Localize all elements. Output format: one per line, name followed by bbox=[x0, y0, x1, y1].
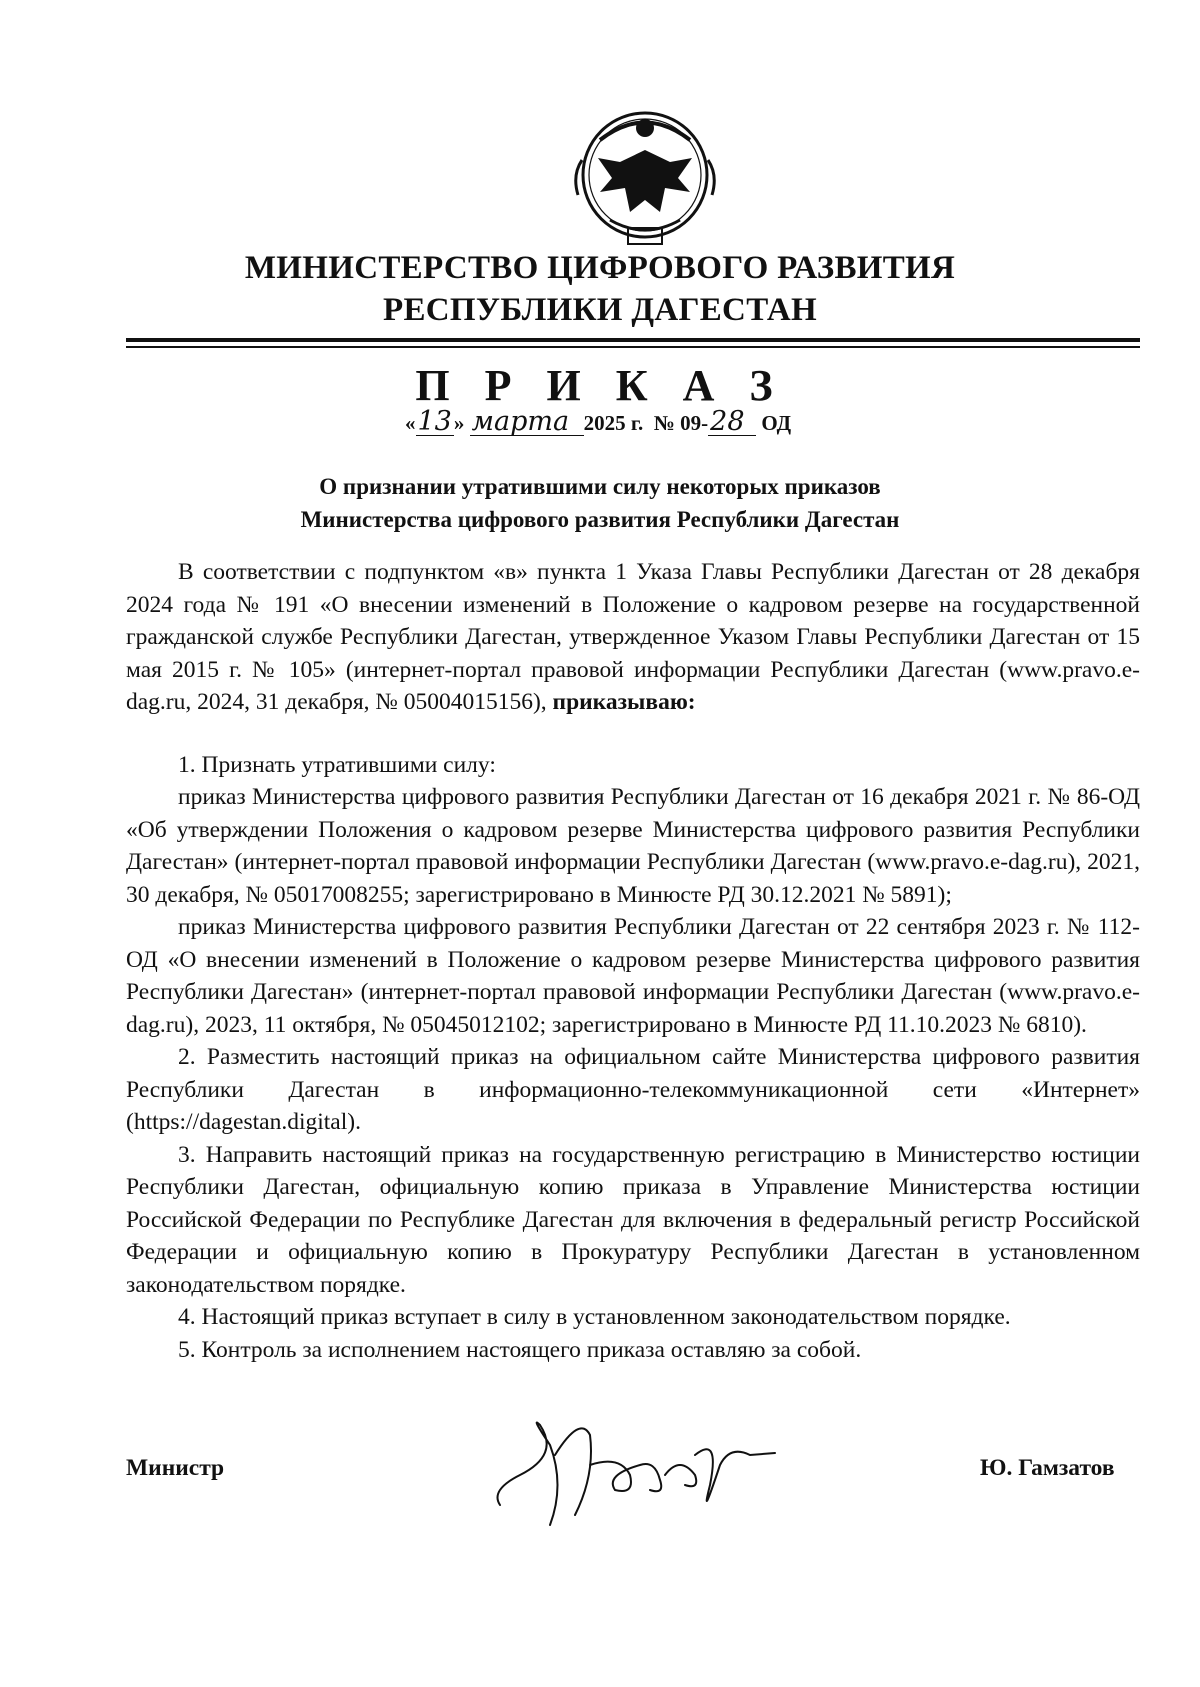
item-1a: приказ Министерства цифрового развития Республики Дагестан от 16 декабря 2021 г. № 86-ОД «Об утверждении Положения о кадровом резерве Министерства цифрового развития Республики Дагестан» (интернет-портал правовой информации Республики Дагестан (www.pravo.e-dag.ru), 2021, 30 декабря, № 05017008255; зарегистрировано в Минюсте РД 30.12.2021 № 5891); bbox=[126, 784, 1140, 908]
document-type-title: П Р И К А З bbox=[415, 361, 785, 410]
handwritten-signature-icon bbox=[480, 1395, 780, 1545]
signatory-title: Министр bbox=[126, 1455, 225, 1481]
order-number-prefix: № 09- bbox=[653, 411, 709, 435]
order-year: 2025 г. bbox=[583, 411, 644, 435]
order-month: марта bbox=[470, 408, 584, 436]
order-number-suffix: ОД bbox=[761, 411, 792, 435]
item-5: 5. Контроль за исполнением настоящего приказа оставляю за собой. bbox=[178, 1336, 862, 1363]
order-body bbox=[126, 556, 1140, 1366]
header-divider-thin bbox=[126, 346, 1140, 348]
item-1: 1. Признать утратившими силу: bbox=[178, 751, 496, 778]
item-4: 4. Настоящий приказ вступает в силу в установленном законодательством порядке. bbox=[178, 1304, 1011, 1330]
ministry-name-line1: МИНИСТЕРСТВО ЦИФРОВОГО РАЗВИТИЯ bbox=[244, 250, 956, 286]
subject-line1: О признании утратившими силу некоторых приказов bbox=[319, 474, 881, 499]
preamble-text: В соответствии с подпунктом «в» пункта 1 Указа Главы Республики Дагестан от 28 декабря 2024 года № 191 «О внесении изменений в Положение о кадровом резерве на государственной гражданской службе Республики Дагестан, утвержденное Указом Главы Республики Дагестан от 15 мая 2015 г. № 105» (интернет-портал правовой информации Республики Дагестан (www.pravo.e-dag.ru, 2024, 31 декабря, № 05004015156), bbox=[126, 559, 1140, 715]
item-2: 2. Разместить настоящий приказ на официальном сайте Министерства цифрового развития Республики Дагестан в информационно-телекоммуникационной сети «Интернет» (https://dagestan.digital). bbox=[126, 1044, 1140, 1135]
coat-of-arms-icon bbox=[570, 100, 720, 260]
header-divider-thick bbox=[126, 338, 1140, 342]
signatory-name: Ю. Гамзатов bbox=[980, 1455, 1115, 1481]
command-word: приказываю: bbox=[552, 689, 696, 715]
item-3: 3. Направить настоящий приказ на государственную регистрацию в Министерство юстиции Республики Дагестан, официальную копию приказа в Управление Министерства юстиции Российской Федерации по Республике Дагестан для включения в федеральный регистр Российской Федерации и официальную копию в Прокуратуру Республики Дагестан в установленном законодательством порядке. bbox=[126, 1141, 1140, 1298]
order-subject bbox=[0, 470, 1200, 536]
ministry-name-line2: РЕСПУБЛИКИ ДАГЕСТАН bbox=[383, 292, 817, 328]
date-quote-close: » bbox=[453, 411, 465, 435]
subject-line2: Министерства цифрового развития Республики Дагестан bbox=[300, 507, 900, 532]
preamble-paragraph bbox=[126, 556, 1140, 719]
order-day: 13 bbox=[417, 406, 452, 437]
item-1b: приказ Министерства цифрового развития Республики Дагестан от 22 сентября 2023 г. № 112-ОД «О внесении изменений в Положение о кадровом резерве Министерства цифрового развития Республики Дагестан» (интернет-портал правовой информации Республики Дагестан (www.pravo.e-dag.ru), 2023, 11 октября, № 05045012102; зарегистрировано в Минюсте РД 11.10.2023 № 6810). bbox=[126, 914, 1140, 1038]
order-date-number bbox=[405, 408, 791, 436]
date-quote-open: « bbox=[405, 411, 416, 435]
order-number-handwritten: 28 bbox=[708, 408, 756, 436]
